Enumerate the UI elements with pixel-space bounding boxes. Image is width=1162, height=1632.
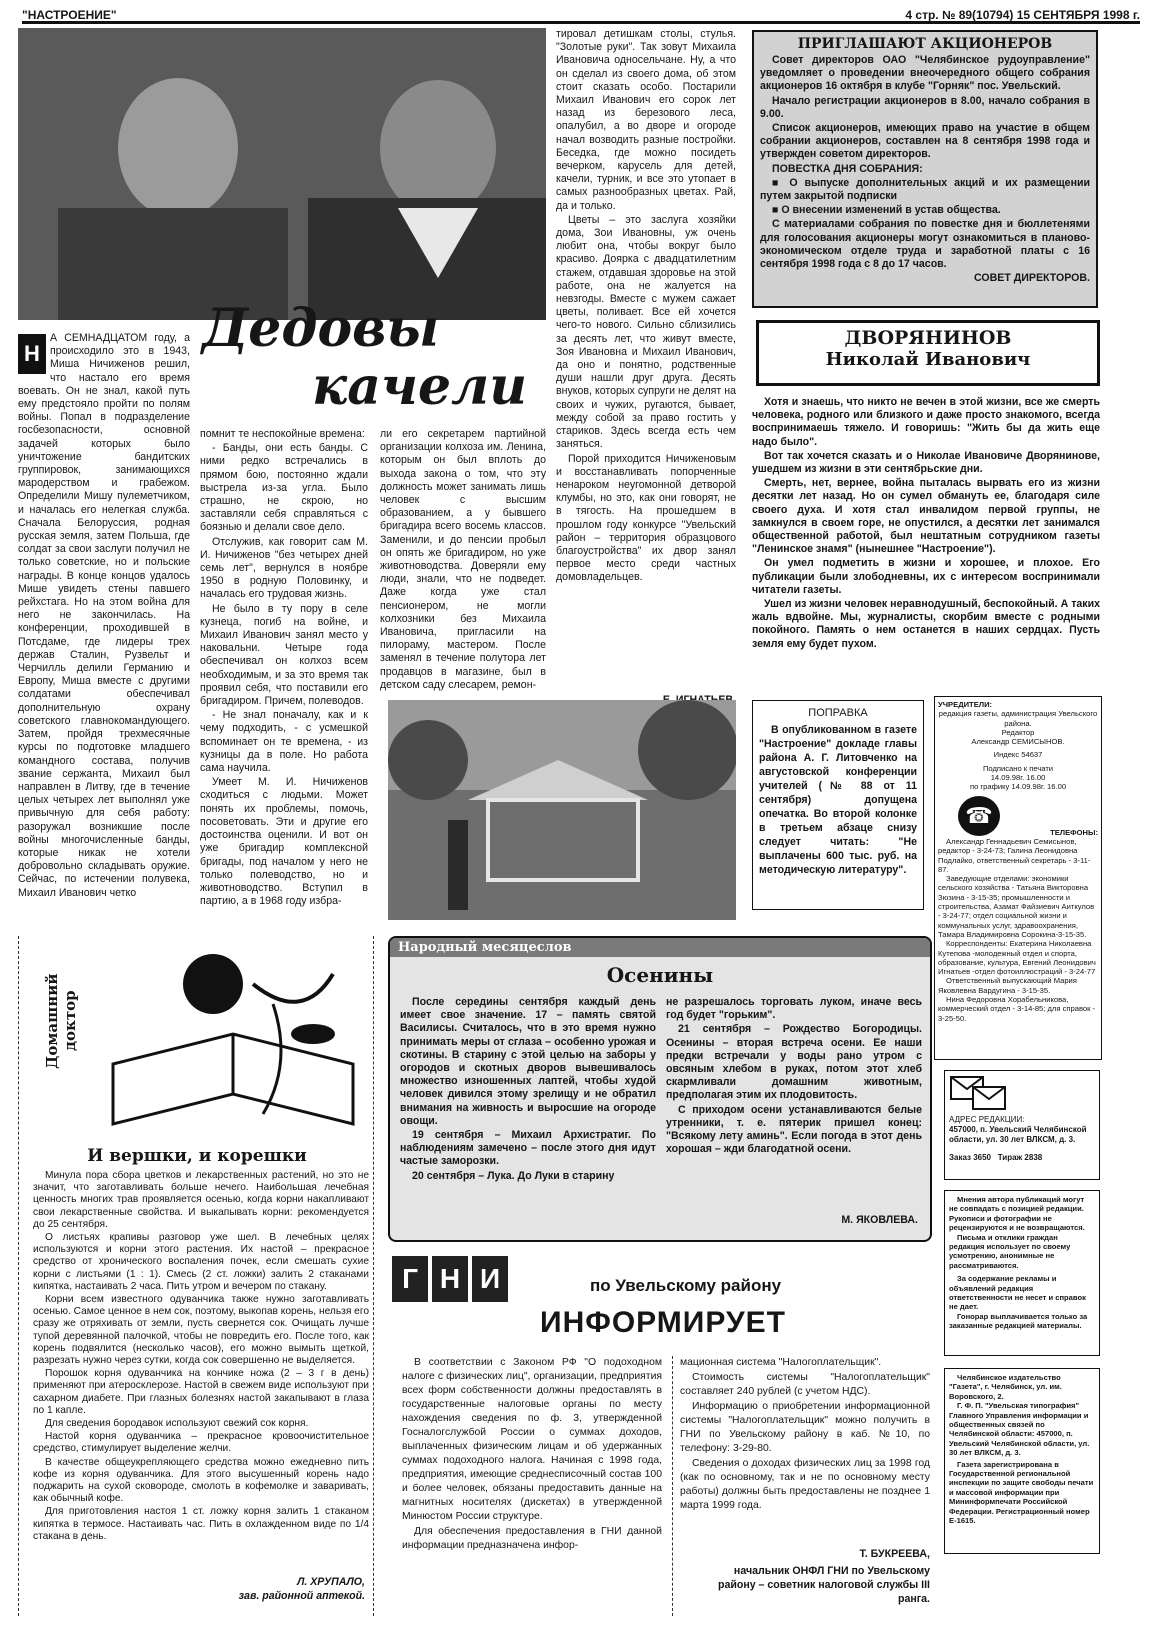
order-line: [949, 1153, 1095, 1163]
doctor-label: Домашний доктор: [43, 973, 79, 1069]
article-column-4: [556, 28, 736, 688]
paragraph: тировал детишкам столы, стулья. "Золотые руки". Так зовут Михаила Ивановича односельчане. Ну, а что он сделал из своего дома, об этом стоит сказать особо. Постарили Михаил Иванович его сорок лет назад из березового леса, опалубил, а во дворе и огороде начал возводить разные постройки. Беседка, где можно посидеть вечерком, карусель для детей, качели, турник, и все это утопает в самых разнообразных цветах. Рай, да и только.: [556, 28, 736, 212]
paragraph: Цветы – это заслуга хозяйки дома, Зои Ивановны, уж очень любит она, чтобы вокруг было красиво. Доярка с двадцатилетним стажем, отдавшая здоровье на этой работе, она не жалуется на невзгоды. Вместе с мужем сажает цветы, поливает. Все ей хочется чего-то нового. Сильно сблизились за десять лет, что живут вместе, Зоя Ивановна и Михаил Иванович, да оно и понятно, родственные души нашли друг друга. Десять внуков, которых супруги не делят на своих и чужих, ругаются, бывает, между собой за право гостить у стариков. Здесь всегда есть чем заняться.: [556, 213, 736, 451]
paragraph: Настой корня одуванчика – прекрасное кровоочистительное средство, стимулирует выделение желчи.: [33, 1431, 369, 1455]
obituary-header: [756, 320, 1100, 386]
gazebo-photo-art: [388, 700, 736, 920]
paragraph: Не было в ту пору в селе кузнеца, погиб на войне, и Михаил Иванович занял место у наковальни. Четыре года обеспечивал он колхоз всем необходимым, и за это время так проявил себя, что поставили его бригадиром. Причем, полеводов.: [200, 602, 368, 708]
agenda-item-text: О внесении изменений в устав общества.: [781, 204, 1001, 217]
obituary-name: Николай Иванович: [825, 349, 1031, 370]
paragraph: 20 сентября – Лука. До Луки в старину: [412, 1169, 615, 1182]
tax-divider: [672, 1356, 673, 1616]
calendar-col-1: [400, 996, 656, 1232]
paragraph: Минула пора сбора цветков и лекарственных растений, но это не значит, что заготавливать больше нечего. Наибольшая лечебная ценность многих трав проявляется осенью, когда корни накапливают свои лекарственные свойства. И выкапывать корни: рекомендуется до 25 сентября.: [33, 1170, 369, 1230]
doctor-text: [33, 1170, 369, 1570]
book-herbs-illustration: [103, 944, 363, 1144]
obituary-surname: ДВОРЯНИНОВ: [844, 327, 1012, 349]
obituary-text: [752, 396, 1100, 666]
envelope-icon: [949, 1075, 1009, 1111]
doctor-sign-name: Л. ХРУПАЛО,: [297, 1576, 365, 1588]
paragraph: Порой приходится Ничиженовым и восстанавливать попорченные ненароком неугомонной детворой клумбы, но это, как они говорят, не в тягость. На прошедшем в прошлом году конкурсе "Увельский район – территория образцового благоустройства" их двор занял первое место среди частных домовладельцев.: [556, 452, 736, 584]
paragraph: В соответствии с Законом РФ "О подоходном налоге с физических лиц", организации, предприятия всех форм собственности должны предоставлять в государственные налоговые органы по месту нахождения сведения по ф. 3, утвержденной Госналогслужбой России о суммах доходов, выплаченных физическим лицам и об удержанных суммах подоходного налога. Начиная с 1998 года, предприятия, имеющие среднесписочный состав 100 и более человек, обязаны предоставить данные на магнитных носителях (дискетах) в утвержденной Минюстом России структуре.: [402, 1357, 662, 1522]
disclaimer-line: Письма и отклики граждан редакция использует по своему усмотрению, анонимные не рассматриваются.: [949, 1232, 1071, 1270]
calendar-header: Народный месяцеслов: [390, 938, 930, 957]
founders-box: [934, 696, 1102, 1060]
paragraph: Он умел подметить в жизни и хорошее, и плохое. Его публикации были злободневны, их с интересом воспринимали читатели газеты.: [752, 557, 1100, 596]
calendar-box: [388, 936, 932, 1242]
agenda-item-text: О выпуске дополнительных акций и их размещении путем закрытой подписки: [760, 176, 1090, 203]
article-title: [192, 300, 552, 420]
paragraph: В качестве общеукрепляющего средства можно ежедневно пить кофе из корня одуванчика. Для этого высушенный корень надо поджарить на сухой сковороде, смолоть в кофемолке и заваривать, как обычный кофе.: [33, 1456, 369, 1505]
paragraph: помнит те неспокойные времена:: [200, 428, 365, 440]
paragraph: Совет директоров ОАО "Челябинское рудоуправление" уведомляет о проведении внеочередного общего собрания акционеров 16 октября в клубе "Горняк" пос. Увельский.: [760, 54, 1090, 93]
paragraph: не разрешалось торговать луком, иначе весь год будет "горьким".: [666, 996, 922, 1022]
signed-label: Подписано к печати: [982, 763, 1054, 773]
agenda-item: ■ О внесении изменений в устав общества.: [772, 204, 1001, 217]
index: Индекс 54637: [993, 750, 1043, 760]
phones-title: ТЕЛЕФОНЫ:: [1050, 827, 1098, 837]
address-box: [944, 1070, 1100, 1180]
paragraph: Хотя и знаешь, что никто не вечен в этой жизни, все же смерть человека, родного или близкого и даже просто знакомого, всегда воспринимаешь тяжело. И говоришь: "Жить бы да жить еще надо было".: [752, 396, 1100, 448]
article-column-3: [380, 428, 546, 698]
order: Заказ 3650: [949, 1153, 992, 1162]
paragraph: Порошок корня одуванчика на кончике ножа (2 – 3 г в день) применяют при атеросклерозе. Настой в свежем виде используют при сахарном диабете. При глазных болезнях настой закапывают в глаза по 1 капле.: [33, 1368, 369, 1416]
correction-box: [752, 700, 924, 910]
paragraph: Отслужив, как говорит сам М. И. Ничиженов "без четырех дней семь лет", вернулся в ноябре 1950 в родную Половинку, и началась его трудовая жизнь.: [200, 535, 368, 601]
address-text: 457000, п. Увельский Челябинской области, ул. 30 лет ВЛКСМ, д. 3.: [949, 1125, 1087, 1144]
paragraph: Информацию о приобретении информационной системы "Налогоплательщик" можно получить в ГНИ по Увельскому району в каб. №10, по телефону: 3-29-80.: [680, 1401, 930, 1454]
paragraph: 21 сентября – Рождество Богородицы. Осенины – вторая встреча осени. Ее наши предки встречали у воды рано утром с овсяным хлебом в руках, потом этот хлеб скармливали домашним животным, предполагая этим их плодовитость.: [666, 1023, 922, 1102]
disclaimer-line: Гонорар выплачивается только за заказанные редакцией материалы.: [949, 1311, 1088, 1331]
tax-sign-name: Т. БУКРЕЕВА,: [859, 1548, 930, 1560]
phone-line: Заведующие отделами: экономики сельского хозяйства - Татьяна Викторовна Зюзина - 3-15-35; промышленности и строительства, Азамат Файзиевич Аиткулов - 3-24-77; отдел социальной жизни и коммунальных услуг, здравоохранения, Тамара Владимировна Сорокина-3-15-35.: [938, 874, 1095, 939]
paragraph: Смерть, нет, вернее, война пыталась вырвать его из жизни десятки лет назад. Но он сумел обмануть ее, благодаря силе своего духа. И хотя стал инвалидом первой группы, не замкнулся в своем горе, не опустился, а десятки лет занимался общественной работой, был нештатным сотрудником газеты "Ленинское знамя" (нынешнее "Настроение").: [752, 477, 1100, 556]
address-title: АДРЕС РЕДАКЦИИ:: [949, 1115, 1025, 1124]
couple-photo: [18, 28, 546, 320]
paragraph: После середины сентября каждый день имеет свое значение. 17 – память святой Василисы. Считалось, что в это время нужно принимать меры от сглаза – особенно урожая и скотины. В старину с этой целью на заборы у огородов и скотных дворов вывешивалось множество изношенных лаптей, чтобы худой человек дивился этому зрелищу и не обратил внимания на живность и выросшие на огороде овощи.: [400, 996, 656, 1127]
disclaimer-line: За содержание рекламы и объявлений редакция ответственности не несет и справок не дает.: [949, 1274, 1086, 1312]
newspaper-name: "НАСТРОЕНИЕ": [22, 8, 117, 22]
logo-letter: Н: [432, 1256, 468, 1302]
doctor-section: [18, 936, 374, 1616]
phone-line: Нина Федоровна Хорабельникова, коммерческий отдел - 3-14-85; для справок - 3-25-50.: [938, 995, 1096, 1023]
correction-title: ПОПРАВКА: [808, 707, 868, 719]
signed-date: 14.09.98г. 16.00: [990, 773, 1046, 783]
publisher-line: Челябинское издательство "Газета", г. Челябинск, ул. им. Воровского, 2.: [949, 1373, 1062, 1401]
column-1-text: А СЕМНАДЦАТОМ году, а происходило это в 1943, Миша Ничиженов решил, что настало его время воевать. Он не знал, какой путь ему предстояло пройти по полям войны. Попал в подразделение госбезопасности, основной задачей которых было уничтожение бандитских группировок, занимающихся мародерством и грабежом. Определили Мишу пулеметчиком, и началась его нелегкая служба. Сначала Белоруссия, родная русская земля, затем Польша, где солдат за свои заслуги получил не только советские, но и польские награды. В конце концов удалось Мише увидеть стены павшего рейхстага. Но на этом война для него не закончилась. На конференции, проходившей в Потсдаме, где лидеры трех держав Сталин, Рузвельт и Черчилль делили Германию и Европу, Миша вместе с другими солдатами обеспечивал дополнительную охрану советского главнокомандующего. Затем, пройдя трехмесячные курсы по подготовке младшего командного состава, получив звание сержанта, Михаил был направлен в Литву, где в течение целых четырех лет выполнял уже привычную для себя работу: разоружал возникшие после войны многочисленные банды, которые никак не хотели добровольно складывать оружие. Сейчас, по истечении полувека, Михаил Иванович четко: [18, 332, 190, 899]
editor-label: Редактор: [1001, 727, 1035, 737]
paragraph: Сведения о доходах физических лиц за 1998 год (как по основному, так и не по основному месту работы) должны быть предоставлены не позднее 1 марта 1999 года.: [680, 1458, 930, 1511]
paragraph: Для сведения бородавок используют свежий сок корня.: [45, 1418, 309, 1430]
paragraph: Умеет М. И. Ничиженов сходиться с людьми. Может понять их проблемы, помочь, посоветовать. Эти и другие его достоинства оценили. И вот он уже бригадир комплексной бригады, под началом у него не только полеводство, но и животноводство. Вступил в партию, а в 1968 году избра-: [200, 776, 368, 908]
schedule: по графику 14.09.98г. 16.00: [969, 782, 1067, 792]
publisher-line: Газета зарегистрирована в Государственной региональной инспекции по защите свободы печати и массовой информации при Мининформпечати Российской Федерации. Регистрационный номер Е-1615.: [949, 1459, 1094, 1526]
paragraph: - Не знал поначалу, как и к чему подходить, - с усмешкой вспоминает он те времена, - из кузницы да в поле. Но работа сама научила.: [200, 709, 368, 775]
paragraph: О листьях крапивы разговор уже шел. В лечебных целях используются и корни этого растения. Их настой – прекрасное средство от хронического воспаления почек, если смешать сухие корни с листьями (1 : 1). Смесь (2 ст. ложки) залить 2 стаканами кипятка, настаивать 2 часа. Пить утром и вечером по стакану.: [33, 1232, 369, 1292]
paragraph: Для приготовления настоя 1 ст. ложку корня залить 1 стаканом кипятка в термосе. Настаивать час. Пить в охлажденном виде по 1/4 стакана в день.: [33, 1506, 369, 1542]
agenda-item: ■ О выпуске дополнительных акций и их размещении путем закрытой подписки: [760, 176, 1090, 203]
tax-title-2: ИНФОРМИРУЕТ: [540, 1306, 786, 1339]
disclaimer-line: Мнения автора публикаций могут не совпадать с позицией редакции. Рукописи и фотографии не рецензируются и не возвращаются.: [949, 1195, 1085, 1233]
paragraph: 19 сентября – Михаил Архистратиг. По наблюдениям замечено – после этого дня идут частые заморозки.: [400, 1129, 656, 1168]
calendar-title: Осенины: [606, 963, 714, 987]
disclaimer-box: [944, 1190, 1100, 1356]
paragraph: Стоимость системы "Налогоплательщик" составляет 240 рублей (с учетом НДС).: [680, 1372, 930, 1397]
publisher-line: Г. Ф. П. "Увельская типография" Главного Управления информации и общественных связей по Челябинской области: 457000, п. Увельский Челябинской области, ул. 30 лет ВЛКСМ, д. 3.: [949, 1401, 1090, 1458]
paragraph: Корни всем известного одуванчика также нужно заготавливать осенью. Самое ценное в нем сок, поэтому, выкопав корень, нельзя его сразу же отряхивать от земли, пусть свернется сок. Очищать лучше тупой деревянной палочкой, чтобы не повредить его. После того, как корень подвялится (несколько часов), его можно вымыть щеткой, разрезать нужно через сутки, когда сок совершенно не выделяется.: [33, 1294, 369, 1367]
tax-title-1: по Увельскому району: [590, 1276, 782, 1295]
paragraph: Список акционеров, имеющих право на участие в общем собрании акционеров, составлен на 8 сентября 1998 года и утвержден советом директоров.: [760, 122, 1090, 161]
issue-info: 4 стр. № 89(10794) 15 СЕНТЯБРЯ 1998 г.: [905, 8, 1140, 22]
paragraph: Вот так хочется сказать и о Николае Ивановиче Дворянинове, ушедшем из жизни в эти сентябрьские дни.: [752, 449, 1100, 476]
paragraph: Для обеспечения предоставления в ГНИ данной информации предназначена инфор-: [402, 1526, 662, 1551]
shareholders-notice: [752, 30, 1098, 308]
phone-line: Корреспонденты: Екатерина Николаевна Кутепова -молодежный отдел и спорта, образование, культура, Евгений Леонидович Игнатьев -отдел фотоиллюстраций - 3-24-77: [938, 939, 1096, 977]
notice-sign: СОВЕТ ДИРЕКТОРОВ.: [974, 272, 1090, 285]
page-header: [22, 8, 1140, 24]
tax-col-1: [402, 1356, 662, 1618]
envelope-icon-art: [949, 1075, 1009, 1111]
phone-line: Ответственный выпускающий Мария Яковлевна Вардугина - 3-15-35.: [938, 976, 1077, 995]
paragraph: ли его секретарем партийной организации колхоза им. Ленина, которым он был вплоть до выхода закона о том, что эту должность может занимать лишь человек с высшим образованием, а у бывшего бригадира всего восемь классов. Заменили, и до пенсии пробыл он опять же бригадиром, но уже животноводства. Доверяли ему люди, знали, что не подведет. Даже когда уже стал пенсионером, не могли колхозники без Михаила Ивановича, пригласили на пилораму, мастером. После заменял в течение полутора лет продавцов в магазине, был в детском саду слесарем, ремон-: [380, 428, 546, 691]
paragraph: Ушел из жизни человек неравнодушный, беспокойный. А таких жаль вдвойне. Мы, журналисты, скорбим вместе с родными покойного. Память о нем останется в наших сердцах. Пусть земля ему будет пухом.: [752, 598, 1100, 650]
calendar-col-2: [666, 996, 922, 1206]
doctor-sign-title: зав. районной аптекой.: [238, 1590, 365, 1602]
paragraph: мационная система "Налогоплательщик".: [680, 1357, 882, 1368]
paragraph: - Банды, они есть банды. С ними редко встречались в прямом бою, постоянно ждали выстрела из-за угла. Было страшно, не скрою, но заставляли себя справляться с боязнью и делали свое дело.: [200, 442, 368, 534]
agenda-heading: ПОВЕСТКА ДНЯ СОБРАНИЯ:: [772, 162, 923, 175]
tax-logo: [392, 1256, 512, 1306]
gazebo-photo: [388, 700, 736, 920]
tax-sign-title: начальник ОНФЛ ГНИ по Увельскому району – советник налоговой службы III ранга.: [717, 1565, 930, 1605]
phone-icon: ☎: [958, 796, 1000, 836]
calendar-sign: М. ЯКОВЛЕВА.: [841, 1214, 918, 1226]
couple-photo-art: [18, 28, 546, 320]
tirazh: Тираж 2838: [997, 1153, 1043, 1162]
notice-title: ПРИГЛАШАЮТ АКЦИОНЕРОВ: [797, 36, 1053, 52]
phone-line: Александр Геннадьевич Семисынов, редактор - 3-24-73; Галина Леонидовна Подлайко, ответственный секретарь - 3-11-87.: [938, 836, 1091, 874]
founders-line: редакция газеты, администрация Увельского района.: [938, 709, 1098, 728]
logo-letter: Г: [392, 1256, 428, 1302]
title-line-1: Дедовы: [202, 300, 440, 359]
article-column-1: [18, 332, 190, 922]
title-line-2: качели: [312, 356, 528, 417]
correction-text: В опубликованном в газете "Настроение" докладе главы района А. Г. Литовченко на августовской конференции учителей (№ 88 от 11 сентября) допущена опечатка. Во второй колонке в третьем абзаце снизу следует читать: "Не выплачены 600 тыс. руб. на методическую литературу".: [759, 724, 917, 876]
logo-letter: И: [472, 1256, 508, 1302]
notice-body: [760, 54, 1090, 285]
paragraph: С материалами собрания по повестке дня и бюллетенями для голосования акционеры могут ознакомиться в планово-экономическом отделе труда и заработной платы с 16 сентября 1998 года с 8 до 17 часов.: [760, 218, 1090, 271]
editor-name: Александр СЕМИСЫНОВ.: [971, 737, 1065, 747]
article-column-2: [200, 428, 368, 924]
publisher-box: [944, 1368, 1100, 1554]
paragraph: С приходом осени устанавливаются белые утренники, т. е. пятерик пришел конец: "Всякому лету аминь". Если погода в этот день хорошая – жди благодатной осени.: [666, 1103, 922, 1156]
tax-col-2: [680, 1356, 930, 1536]
paragraph: Начало регистрации акционеров в 8.00, начало собрания в 9.00.: [760, 94, 1090, 120]
founders-title: УЧРЕДИТЕЛИ:: [938, 700, 993, 709]
doctor-title: И вершки, и корешки: [87, 1146, 307, 1166]
drop-cap: Н: [18, 334, 46, 374]
